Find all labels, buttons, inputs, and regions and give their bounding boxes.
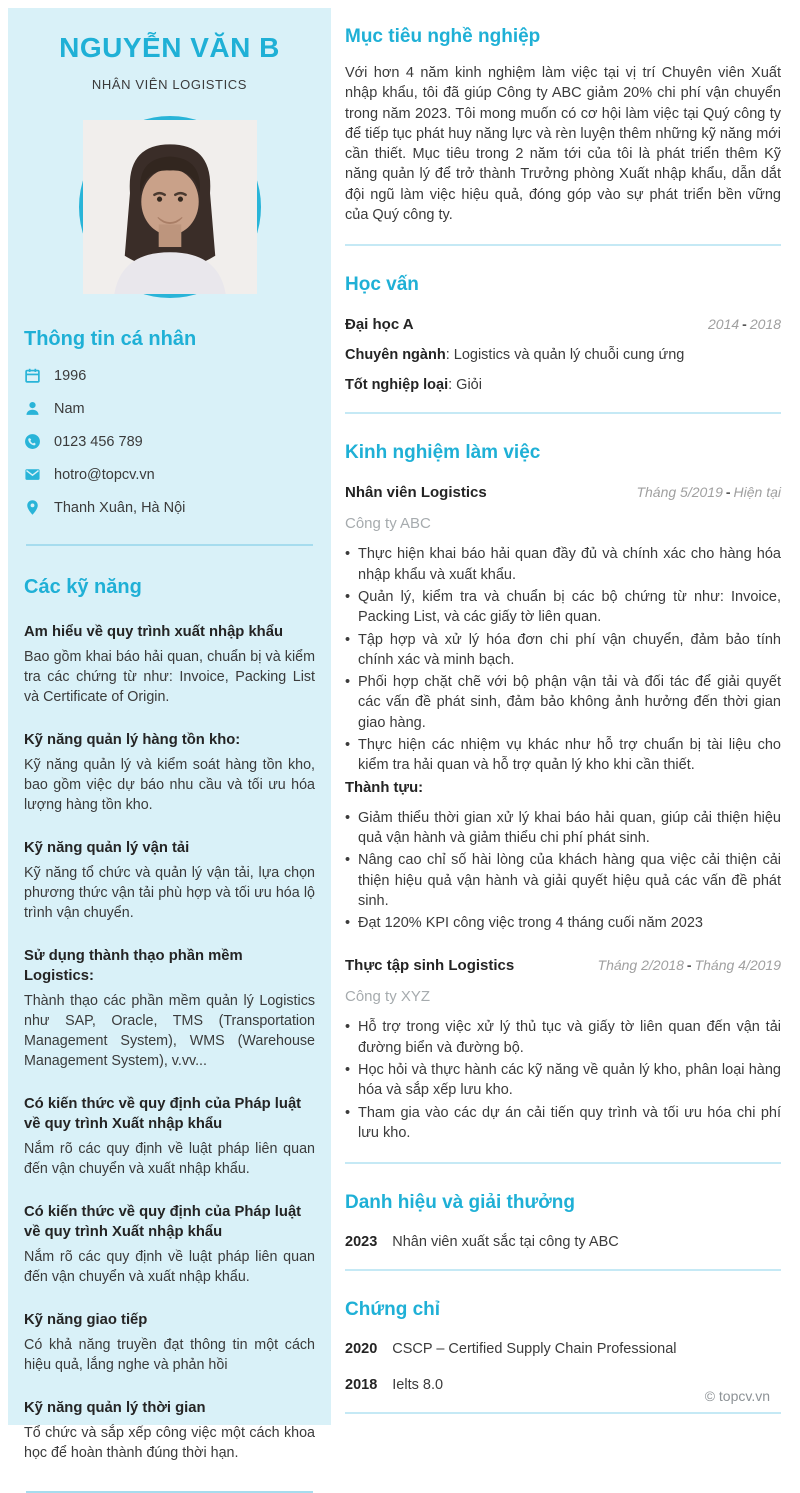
- achievement-item: • Nâng cao chỉ số hài lòng của khách hàng qua việc cải thiện cải thiện hiệu quả vận hành và giải quyết hiệu quả các vấn đề phát sinh.: [345, 850, 781, 911]
- skill-title: Kỹ năng quản lý hàng tồn kho:: [24, 732, 241, 749]
- info-value: Nam: [54, 400, 85, 417]
- job-title: Thực tập sinh Logistics: [345, 957, 515, 975]
- education-entry: [345, 316, 781, 333]
- candidate-name: NGUYỄN VĂN B: [59, 32, 280, 63]
- section-divider: [345, 1269, 781, 1271]
- job-title: Nhân viên Logistics: [345, 484, 487, 502]
- info-row-email: [24, 466, 315, 483]
- main-column: [345, 0, 781, 1414]
- achievement-item: • Đạt 120% KPI công việc trong 4 tháng cuối năm 2023: [345, 913, 781, 933]
- skill-title: Có kiến thức về quy định của Pháp luật về quy trình Xuất nhập khẩu: [24, 1096, 302, 1133]
- skill-desc: Bao gồm khai báo hải quan, chuẩn bị và kiểm tra các chứng từ như: Invoice, Packing List và Certificate of Origin.: [24, 648, 315, 705]
- skill-item: [24, 1311, 315, 1375]
- skill-desc: Thành thạo các phần mềm quản lý Logistics như SAP, Oracle, TMS (Transportation Management System), WMS (Warehouse Management System), v.vv...: [24, 992, 315, 1070]
- info-row-address: [24, 499, 315, 516]
- skill-item: [24, 1203, 315, 1287]
- section-divider: [345, 1412, 781, 1414]
- job-achievements: [345, 808, 781, 934]
- achievement-item: • Giảm thiểu thời gian xử lý khai báo hải quan, giúp cải thiện hiệu quả vận hành và giảm thiểu chi phí phát sinh.: [345, 808, 781, 849]
- job-dates: Tháng 2/2018 - Tháng 4/2019: [597, 957, 781, 974]
- certificate-year: 2020: [345, 1341, 378, 1358]
- info-value: 1996: [54, 367, 87, 384]
- education-dates: 2014 - 2018: [708, 316, 781, 333]
- duty-item: • Học hỏi và thực hành các kỹ năng về quản lý kho, phân loại hàng hóa và sắp xếp lưu kho.: [345, 1060, 781, 1101]
- skill-desc: Có khả năng truyền đạt thông tin một cách hiệu quả, lắng nghe và phản hồi: [24, 1336, 315, 1373]
- section-divider: [345, 412, 781, 414]
- skill-item: [24, 947, 315, 1071]
- skills-heading: Các kỹ năng: [24, 576, 142, 598]
- skill-desc: Nắm rõ các quy định về luật pháp liên quan đến vận chuyển và xuất nhập khẩu.: [24, 1140, 315, 1177]
- education-major: Chuyên ngành: Logistics và quản lý chuỗi cung ứng: [345, 347, 685, 364]
- skill-desc: Tổ chức và sắp xếp công việc một cách khoa học để hoàn thành đúng thời hạn.: [24, 1424, 315, 1461]
- job-duties: [345, 1017, 781, 1143]
- duty-item: • Thực hiện khai báo hải quan đầy đủ và chính xác cho hàng hóa nhập khẩu và xuất khẩu.: [345, 544, 781, 585]
- skill-title: Kỹ năng quản lý vận tải: [24, 840, 190, 857]
- company-name: Công ty ABC: [345, 515, 431, 533]
- skill-title: Am hiểu về quy trình xuất nhập khẩu: [24, 624, 283, 640]
- job-header: [345, 957, 781, 974]
- skill-item: [24, 731, 315, 815]
- skill-title: Kỹ năng quản lý thời gian: [24, 1399, 206, 1416]
- section-experience: [345, 442, 781, 1164]
- duty-item: • Quản lý, kiểm tra và chuẩn bị các bộ chứng từ như: Invoice, Packing List, và các giấy tờ liên quan.: [345, 587, 781, 628]
- skill-item: [24, 1095, 315, 1179]
- job-dates: Tháng 5/2019 - Hiện tại: [636, 484, 781, 501]
- duty-item: • Tham gia vào các dự án cải tiến quy trình và tối ưu hóa chi phí lưu kho.: [345, 1103, 781, 1144]
- certificate-text: CSCP – Certified Supply Chain Professional: [392, 1341, 677, 1358]
- info-value: Thanh Xuân, Hà Nội: [54, 499, 186, 516]
- sidebar-divider: [26, 544, 313, 546]
- skills-list: [24, 623, 315, 1463]
- personal-info-heading: Thông tin cá nhân: [24, 328, 197, 350]
- section-education: [345, 274, 781, 414]
- education-heading: Học vấn: [345, 274, 419, 296]
- duty-item: • Tập hợp và xử lý hóa đơn chi phí vận chuyển, đảm bảo tính chính xác và minh bạch.: [345, 630, 781, 671]
- section-divider: [345, 244, 781, 246]
- objective-text: Với hơn 4 năm kinh nghiệm làm việc tại vị trí Chuyên viên Xuất nhập khẩu, tôi đã giúp Công ty ABC giảm 20% chi phí vận chuyển trong năm 2023. Tôi mong muốn có cơ hội làm việc tại Quý công ty để tiếp tục phát huy năng lực và rèn luyện thêm những kỹ năng mới cần thiết. Mục tiêu trong 2 năm tới của tôi là phát triển thêm Kỹ năng quản lý để trở thành Trưởng phòng Xuất nhập khẩu, dẫn dắt đội ngũ làm việc hiệu quả, đóng góp vào sự phát triển bền vững của Quý công ty.: [345, 65, 781, 224]
- company-name: Công ty XYZ: [345, 988, 431, 1006]
- certificate-text: Ielts 8.0: [392, 1377, 444, 1394]
- info-row-birthyear: [24, 367, 315, 384]
- objective-heading: Mục tiêu nghề nghiệp: [345, 26, 541, 47]
- achievements-label: Thành tựu:: [345, 779, 424, 796]
- job-header: [345, 484, 781, 501]
- skill-item: [24, 839, 315, 923]
- footer-credit: © topcv.vn: [704, 1388, 770, 1404]
- duty-item: • Hỗ trợ trong việc xử lý thủ tục và giấy tờ liên quan đến vận tải đường biển và đường bộ.: [345, 1017, 781, 1058]
- award-text: Nhân viên xuất sắc tại công ty ABC: [392, 1234, 619, 1251]
- info-value: hotro@topcv.vn: [54, 466, 155, 483]
- skill-title: Có kiến thức về quy định của Pháp luật về quy trình Xuất nhập khẩu: [24, 1204, 302, 1240]
- email-icon: [24, 466, 41, 483]
- section-awards: [345, 1192, 781, 1271]
- portrait-illustration: [83, 120, 257, 294]
- sidebar: [8, 8, 331, 1461]
- experience-heading: Kinh nghiệm làm việc: [345, 442, 541, 464]
- location-icon: [24, 499, 41, 516]
- phone-icon: [24, 433, 41, 450]
- calendar-icon: [24, 367, 41, 384]
- award-year: 2023: [345, 1234, 378, 1251]
- skill-desc: Kỹ năng quản lý và kiểm soát hàng tồn kho, bao gồm việc dự báo nhu cầu và tối ưu hóa lượng hàng tồn kho.: [24, 756, 315, 814]
- awards-heading: Danh hiệu và giải thưởng: [345, 1192, 575, 1214]
- certificate-year: 2018: [345, 1377, 378, 1394]
- school-name: Đại học A: [345, 316, 414, 334]
- candidate-job-title: NHÂN VIÊN LOGISTICS: [91, 77, 248, 92]
- skill-title: Sử dụng thành thạo phần mềm Logistics:: [24, 948, 243, 985]
- info-row-gender: [24, 400, 315, 417]
- section-divider: [345, 1162, 781, 1164]
- award-item: [345, 1234, 781, 1250]
- job-duties: [345, 544, 781, 775]
- info-value: 0123 456 789: [54, 433, 143, 450]
- duty-item: • Phối hợp chặt chẽ với bộ phận vận tải và đối tác để giải quyết các vấn đề phát sinh, đảm bảo không ảnh hưởng đến thời gian giao hàng.: [345, 672, 781, 733]
- certificates-heading: Chứng chỉ: [345, 1299, 441, 1321]
- certificate-item: [345, 1341, 781, 1357]
- education-grade: Tốt nghiệp loại: Giỏi: [345, 377, 482, 394]
- skill-desc: Kỹ năng tổ chức và quản lý vận tải, lựa chọn phương thức vận tải phù hợp và tối ưu hóa lộ trình vận chuyển.: [24, 865, 315, 922]
- skill-item: [24, 1399, 315, 1463]
- user-icon: [24, 400, 41, 417]
- personal-info-list: [24, 367, 315, 516]
- profile-photo: [79, 116, 261, 298]
- skill-item: [24, 623, 315, 707]
- info-row-phone: [24, 433, 315, 450]
- section-objective: [345, 26, 781, 246]
- skill-title: Kỹ năng giao tiếp: [24, 1311, 148, 1328]
- skill-desc: Nắm rõ các quy định về luật pháp liên quan đến vận chuyển và xuất nhập khẩu.: [24, 1248, 315, 1285]
- duty-item: • Thực hiện các nhiệm vụ khác như hỗ trợ chuẩn bị tài liệu cho kiểm tra hải quan và hỗ trợ quản lý kho khi cần thiết.: [345, 735, 781, 776]
